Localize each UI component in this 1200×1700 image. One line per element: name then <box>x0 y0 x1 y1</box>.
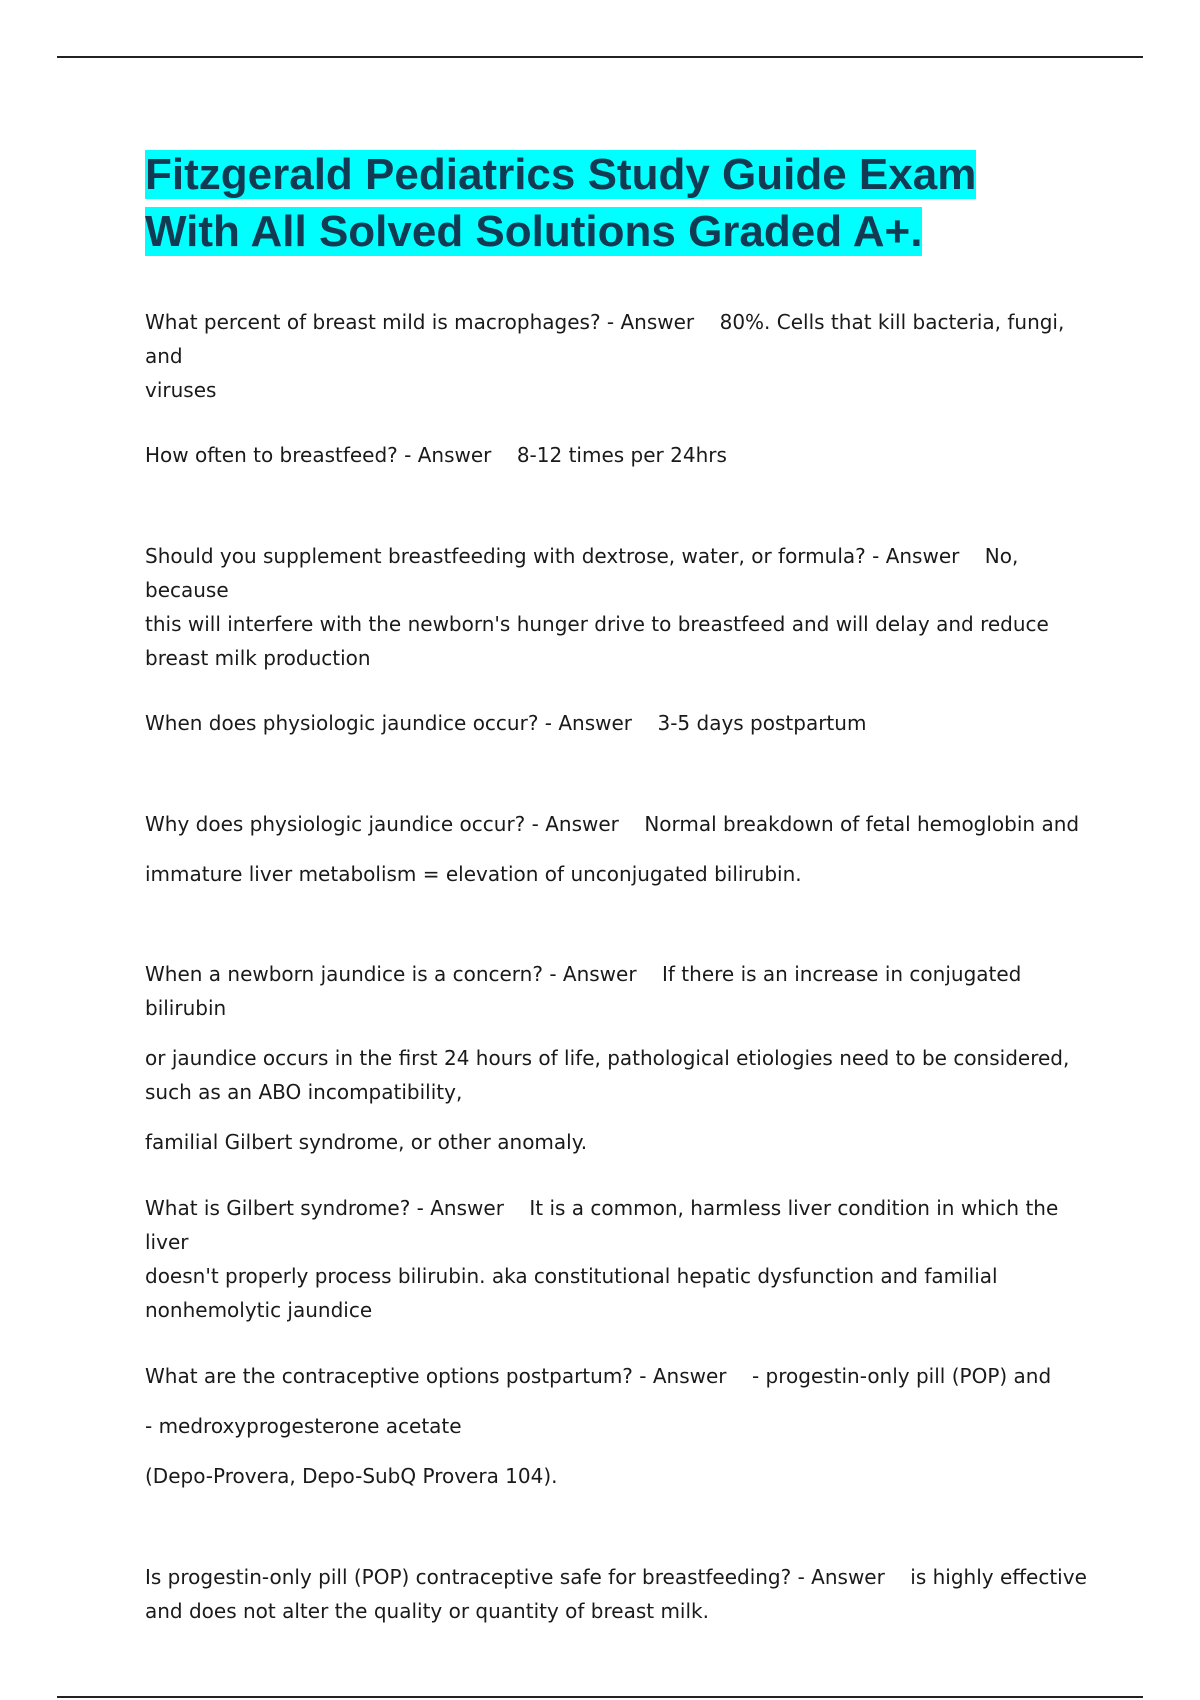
question-text: Why does physiologic jaundice occur? - Answer <box>145 812 619 836</box>
answer-text: this will interfere with the newborn's hunger drive to breastfeed and will delay and reduce <box>145 612 1049 636</box>
title-heading <box>145 146 1075 260</box>
bottom-rule <box>57 1696 1143 1698</box>
qa-line <box>145 438 1090 472</box>
document-title <box>145 146 1075 260</box>
qa-line <box>145 305 1090 373</box>
qa-line <box>145 957 1090 1025</box>
answer-text: is highly effective <box>910 1565 1087 1589</box>
qa-item <box>145 539 1090 675</box>
question-text: What percent of breast mild is macrophages? - Answer <box>145 310 695 334</box>
answer-text: It is a common, harmless liver condition in which the liver <box>145 1196 1059 1254</box>
answer-text: such as an ABO incompatibility, <box>145 1080 463 1104</box>
title-line-1: Fitzgerald Pediatrics Study Guide Exam <box>145 150 977 199</box>
question-text: What are the contraceptive options postpartum? - Answer <box>145 1364 727 1388</box>
answer-text: immature liver metabolism = elevation of unconjugated bilirubin. <box>145 862 802 886</box>
answer-text: - medroxyprogesterone acetate <box>145 1414 462 1438</box>
qa-line <box>145 1191 1090 1259</box>
qa-line <box>145 706 1090 740</box>
qa-item <box>145 807 1090 891</box>
answer-text: breast milk production <box>145 646 371 670</box>
qa-item <box>145 438 1090 472</box>
answer-text: (Depo-Provera, Depo-SubQ Provera 104). <box>145 1464 558 1488</box>
answer-text: 8-12 times per 24hrs <box>516 443 727 467</box>
question-text: When does physiologic jaundice occur? - Answer <box>145 711 633 735</box>
answer-text: nonhemolytic jaundice <box>145 1298 373 1322</box>
question-text: What is Gilbert syndrome? - Answer <box>145 1196 504 1220</box>
question-text: How often to breastfeed? - Answer <box>145 443 492 467</box>
question-text: When a newborn jaundice is a concern? - Answer <box>145 962 637 986</box>
qa-item <box>145 1359 1090 1493</box>
title-line-2: With All Solved Solutions Graded A+. <box>145 207 923 256</box>
answer-text: or jaundice occurs in the first 24 hours of life, pathological etiologies need to be considered, <box>145 1046 1070 1070</box>
question-text: Should you supplement breastfeeding with dextrose, water, or formula? - Answer <box>145 544 960 568</box>
answer-text: 80%. Cells that kill bacteria, fungi, and <box>145 310 1065 368</box>
qa-item <box>145 1560 1090 1628</box>
qa-line <box>145 1560 1090 1594</box>
answer-text: viruses <box>145 378 217 402</box>
answer-text: doesn't properly process bilirubin. aka constitutional hepatic dysfunction and familial <box>145 1264 998 1288</box>
answer-text: 3-5 days postpartum <box>657 711 867 735</box>
answer-text: No, because <box>145 544 1019 602</box>
qa-item <box>145 1191 1090 1327</box>
qa-line <box>145 1359 1090 1393</box>
qa-line <box>145 807 1090 841</box>
qa-item <box>145 706 1090 740</box>
answer-text: familial Gilbert syndrome, or other anomaly. <box>145 1130 588 1154</box>
answer-text: and does not alter the quality or quantity of breast milk. <box>145 1599 709 1623</box>
qa-item <box>145 957 1090 1159</box>
answer-text: If there is an increase in conjugated bilirubin <box>145 962 1022 1020</box>
answer-text: Normal breakdown of fetal hemoglobin and <box>644 812 1080 836</box>
question-text: Is progestin-only pill (POP) contraceptive safe for breastfeeding? - Answer <box>145 1565 885 1589</box>
qa-line <box>145 539 1090 607</box>
answer-text: - progestin-only pill (POP) and <box>751 1364 1052 1388</box>
top-rule <box>57 56 1143 58</box>
qa-item <box>145 305 1090 407</box>
